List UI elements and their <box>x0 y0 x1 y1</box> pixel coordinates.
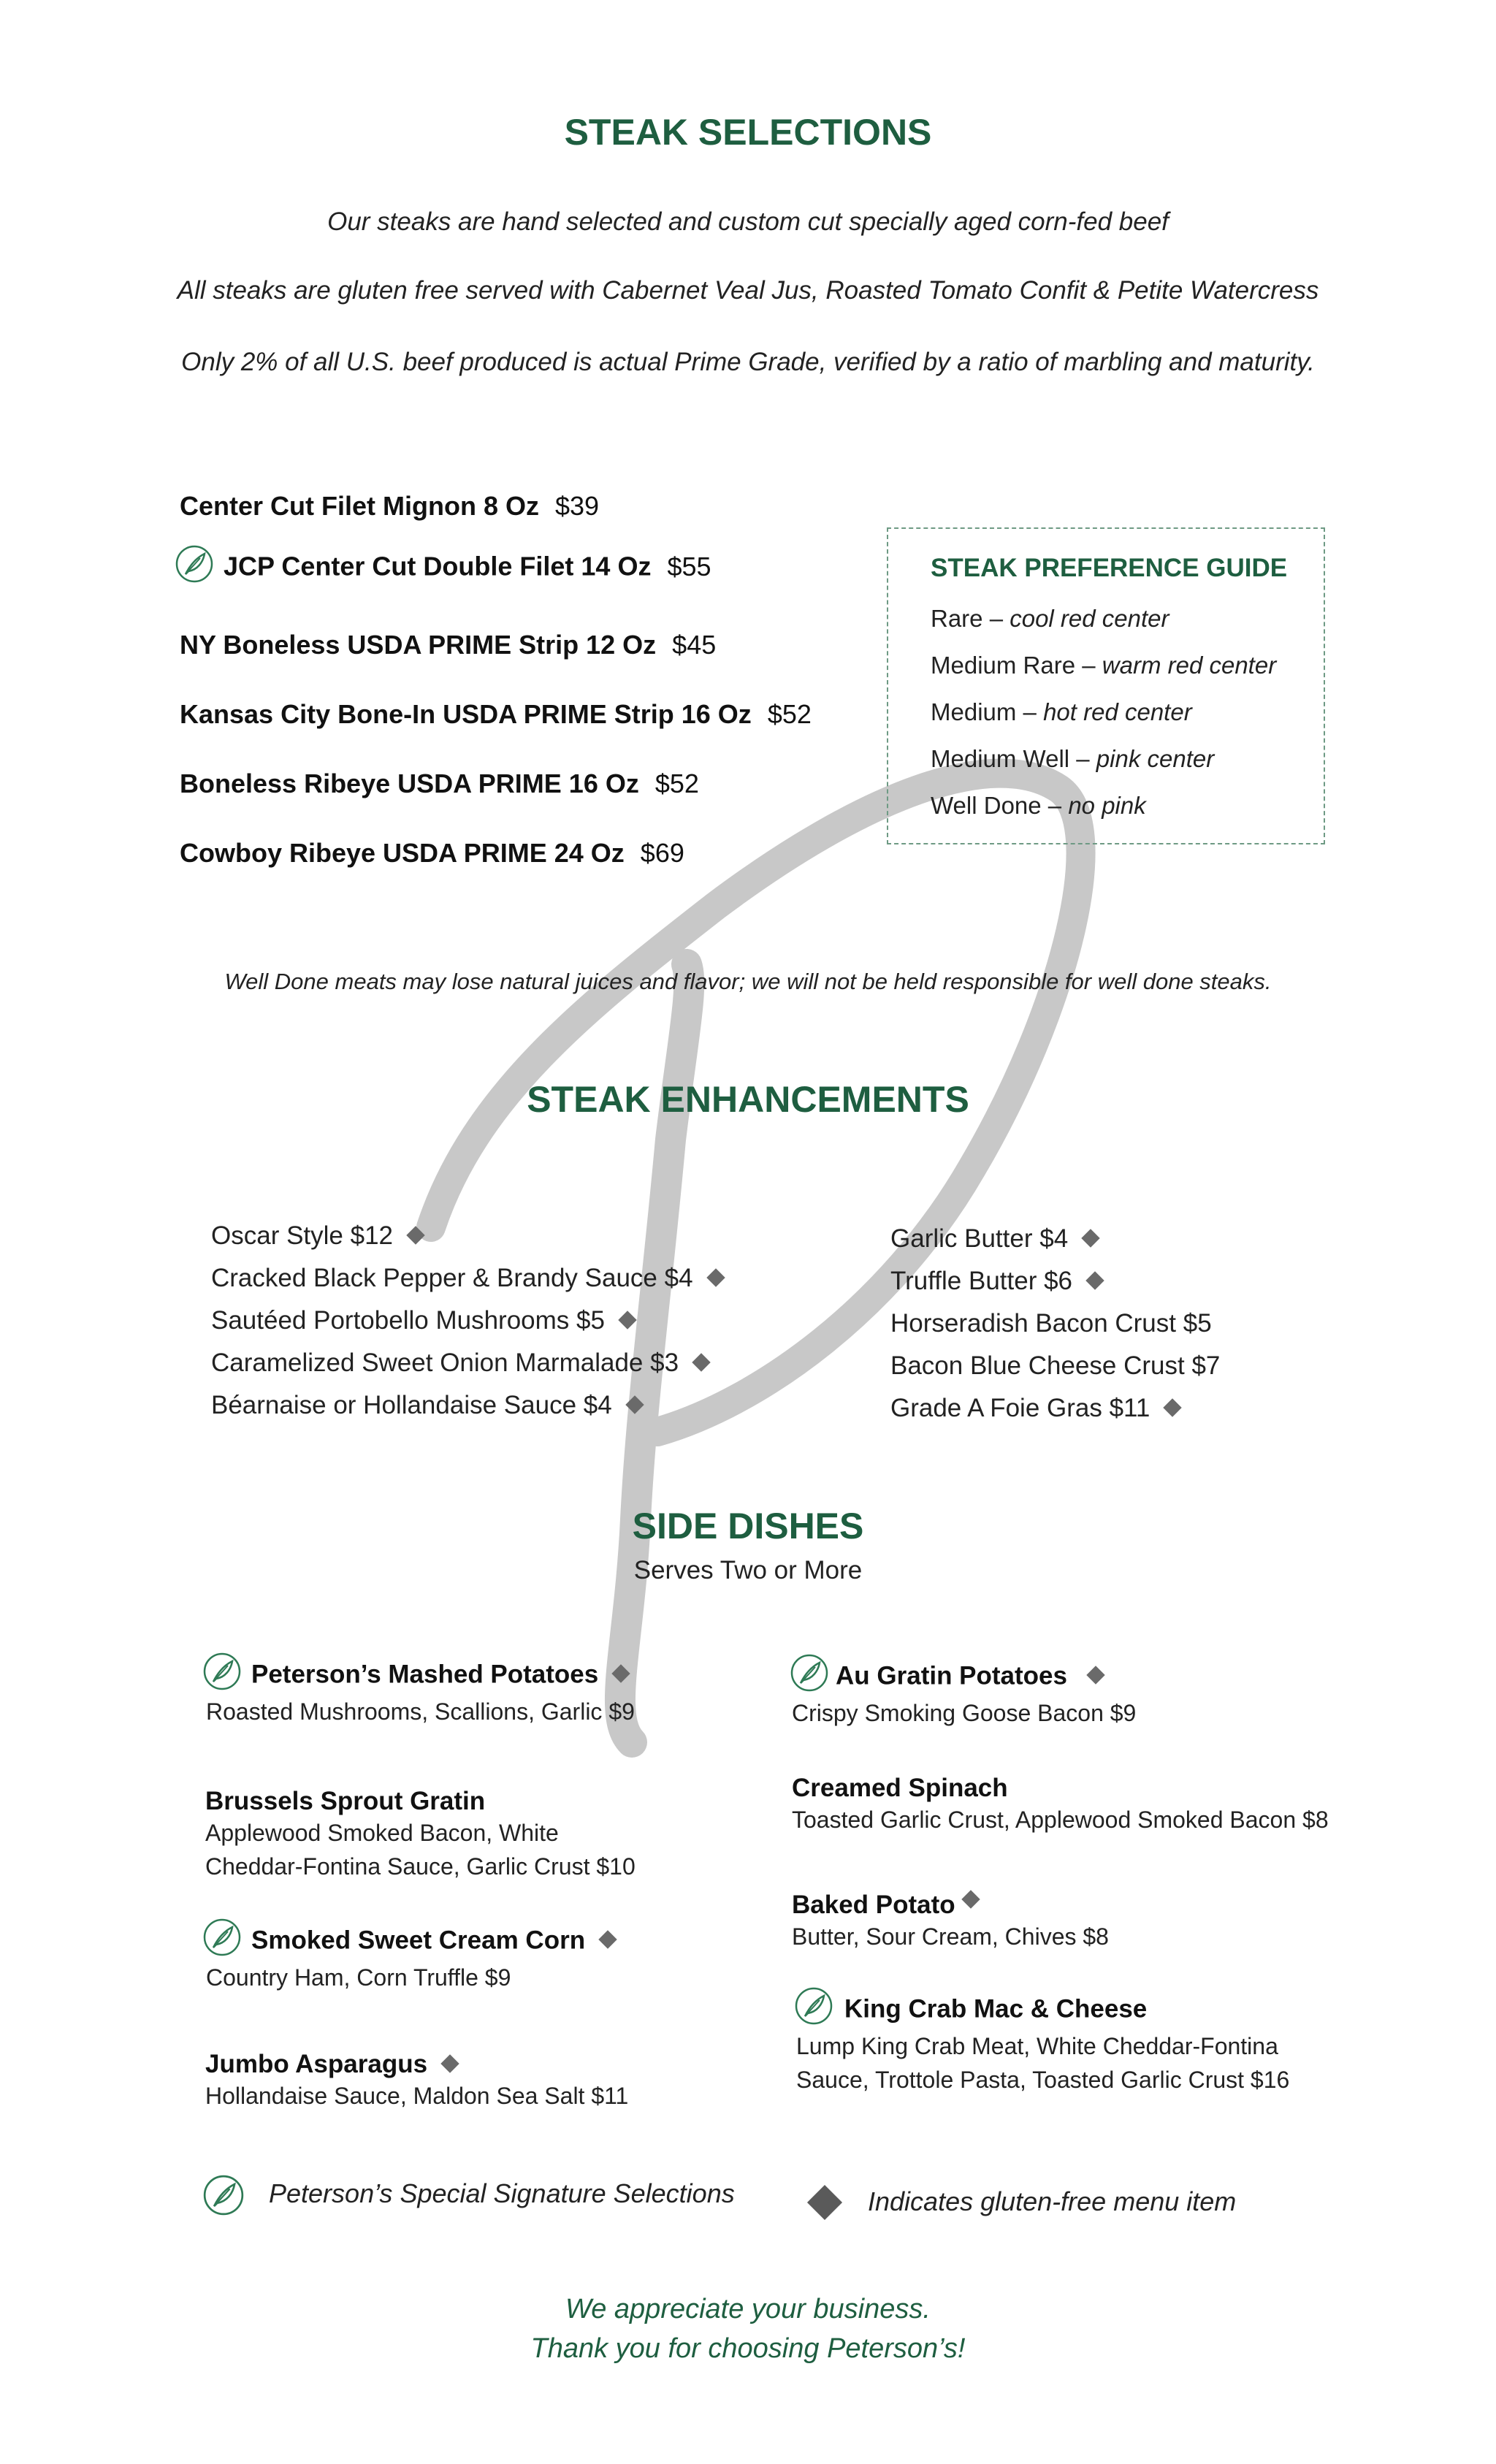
legend-signature <box>203 2178 735 2220</box>
footer-line-1: We appreciate your business. <box>565 2294 931 2324</box>
steak-name: Kansas City Bone-In USDA PRIME Strip 16 Oz <box>180 699 752 729</box>
diamond-icon <box>625 1395 644 1414</box>
enhancement-text: Garlic Butter $4 <box>890 1224 1069 1253</box>
diamond-icon <box>598 1930 617 1948</box>
side-item <box>203 1923 614 1994</box>
steak-price: $52 <box>767 699 812 729</box>
steak-name: Cowboy Ribeye USDA PRIME 24 Oz <box>180 838 625 868</box>
guide-desc: warm red center <box>1102 652 1277 679</box>
diamond-icon <box>1085 1271 1104 1289</box>
enhancement-item <box>890 1394 1179 1423</box>
steak-name: JCP Center Cut Double Filet 14 Oz <box>224 551 652 581</box>
steak-item <box>180 491 599 522</box>
steak-name: NY Boneless USDA PRIME Strip 12 Oz <box>180 630 657 660</box>
enhancement-text: Truffle Butter $6 <box>890 1267 1073 1295</box>
leaf-icon <box>790 1654 828 1692</box>
steak-price: $52 <box>654 768 699 798</box>
side-name-row <box>203 1923 614 1961</box>
side-item <box>205 2050 628 2113</box>
enhancement-item <box>890 1267 1102 1296</box>
steak-price: $39 <box>555 491 600 521</box>
guide-level: Medium Well – <box>931 745 1096 772</box>
side-name: Peterson’s Mashed Potatoes <box>251 1660 599 1689</box>
guide-level: Medium – <box>931 698 1044 725</box>
guide-title: STEAK PREFERENCE GUIDE <box>931 554 1288 582</box>
diamond-icon <box>1086 1666 1104 1684</box>
guide-desc: cool red center <box>1010 605 1169 632</box>
side-name-row <box>203 1657 635 1695</box>
legend-signature-text: Peterson’s Special Signature Selections <box>269 2178 735 2208</box>
guide-row <box>931 792 1146 820</box>
diamond-icon <box>1164 1398 1182 1416</box>
side-desc: Lump King Crab Meat, White Cheddar-Fontina <box>796 2033 1278 2059</box>
diamond-icon <box>706 1268 725 1286</box>
steak-preference-guide <box>887 527 1325 844</box>
side-dishes-subtitle: Serves Two or More <box>633 1556 863 1584</box>
side-name: Creamed Spinach <box>792 1774 1008 1802</box>
enhancement-text: Bacon Blue Cheese Crust $7 <box>890 1351 1221 1380</box>
enhancement-item <box>211 1221 422 1251</box>
well-done-note: Well Done meats may lose natural juices and flavor; we will not be held responsible for well done steaks. <box>224 969 1272 994</box>
side-name-row <box>205 2050 628 2079</box>
diamond-icon <box>961 1890 980 1908</box>
legend-gluten-free-text: Indicates gluten-free menu item <box>868 2186 1237 2216</box>
diamond-icon <box>440 2054 459 2072</box>
side-name-row <box>795 1991 1289 2029</box>
enhancement-text: Cracked Black Pepper & Brandy Sauce $4 <box>211 1264 693 1292</box>
side-desc: Hollandaise Sauce, Maldon Sea Salt $11 <box>205 2083 629 2109</box>
guide-row <box>931 698 1192 726</box>
steak-item <box>175 549 711 587</box>
guide-desc: pink center <box>1096 745 1215 772</box>
side-name: Au Gratin Potatoes <box>836 1661 1067 1690</box>
guide-level: Well Done – <box>931 792 1069 819</box>
leaf-icon <box>203 1652 241 1690</box>
enhancement-item <box>211 1264 722 1293</box>
diamond-icon <box>618 1311 636 1329</box>
steak-item <box>180 699 812 730</box>
side-desc: Butter, Sour Cream, Chives $8 <box>792 1923 1109 1950</box>
guide-row <box>931 605 1169 633</box>
enhancement-item <box>211 1391 641 1420</box>
leaf-icon <box>203 1918 241 1956</box>
intro-line-1: Our steaks are hand selected and custom cut specially aged corn-fed beef <box>327 207 1169 236</box>
side-name: Baked Potato <box>792 1891 955 1919</box>
side-item <box>792 1774 1329 1836</box>
side-name: Brussels Sprout Gratin <box>205 1787 486 1815</box>
enhancement-item <box>211 1349 708 1378</box>
steak-item <box>180 838 684 869</box>
side-name: King Crab Mac & Cheese <box>844 1994 1148 2024</box>
side-desc: Sauce, Trottole Pasta, Toasted Garlic Crust $16 <box>796 2067 1290 2093</box>
leaf-icon <box>175 545 213 583</box>
side-name: Jumbo Asparagus <box>205 2050 428 2078</box>
enhancement-text: Caramelized Sweet Onion Marmalade $3 <box>211 1349 679 1377</box>
intro-line-2: All steaks are gluten free served with Cabernet Veal Jus, Roasted Tomato Confit & Petite Watercress <box>177 276 1319 305</box>
side-desc: Crispy Smoking Goose Bacon $9 <box>792 1700 1137 1726</box>
enhancement-item <box>890 1351 1220 1381</box>
enhancement-item <box>890 1309 1212 1338</box>
side-name: Smoked Sweet Cream Corn <box>251 1926 586 1955</box>
enhancement-item <box>890 1224 1097 1254</box>
guide-desc: hot red center <box>1043 698 1192 725</box>
steak-item <box>180 768 699 799</box>
side-item <box>790 1658 1136 1730</box>
side-item <box>792 1891 1109 1953</box>
side-desc: Applewood Smoked Bacon, White <box>205 1820 559 1846</box>
steak-selections-title: STEAK SELECTIONS <box>564 112 932 153</box>
intro-line-3: Only 2% of all U.S. beef produced is actual Prime Grade, verified by a ratio of marbling and maturity. <box>181 348 1315 376</box>
footer-line-2: Thank you for choosing Peterson’s! <box>530 2333 966 2364</box>
guide-row <box>931 745 1214 773</box>
side-desc: Toasted Garlic Crust, Applewood Smoked Bacon $8 <box>792 1807 1329 1833</box>
side-desc: Cheddar-Fontina Sauce, Garlic Crust $10 <box>205 1853 636 1880</box>
steak-name: Boneless Ribeye USDA PRIME 16 Oz <box>180 768 639 798</box>
enhancement-text: Grade A Foie Gras $11 <box>890 1394 1150 1422</box>
guide-level: Medium Rare – <box>931 652 1102 679</box>
side-name-row <box>792 1891 1109 1920</box>
leaf-icon <box>795 1987 833 2025</box>
diamond-icon <box>612 1664 630 1682</box>
leaf-icon <box>203 2175 244 2216</box>
enhancement-item <box>211 1306 634 1335</box>
diamond-icon <box>406 1226 424 1244</box>
enhancements-title: STEAK ENHANCEMENTS <box>527 1079 969 1120</box>
side-item <box>203 1657 635 1728</box>
diamond-icon <box>1081 1229 1099 1247</box>
enhancement-text: Sautéed Portobello Mushrooms $5 <box>211 1306 605 1335</box>
guide-row <box>931 652 1276 679</box>
enhancement-text: Oscar Style $12 <box>211 1221 393 1250</box>
steak-price: $55 <box>667 551 711 581</box>
diamond-icon <box>692 1353 710 1371</box>
steak-price: $45 <box>672 630 717 660</box>
steak-item <box>180 630 716 660</box>
guide-desc: no pink <box>1068 792 1146 819</box>
side-desc: Roasted Mushrooms, Scallions, Garlic $9 <box>206 1698 635 1725</box>
steak-name: Center Cut Filet Mignon 8 Oz <box>180 491 539 521</box>
side-desc: Country Ham, Corn Truffle $9 <box>206 1964 511 1991</box>
side-item <box>795 1991 1289 2097</box>
side-item <box>205 1787 636 1883</box>
enhancement-text: Horseradish Bacon Crust $5 <box>890 1309 1212 1338</box>
steak-price: $69 <box>640 838 684 868</box>
guide-level: Rare – <box>931 605 1010 632</box>
enhancement-text: Béarnaise or Hollandaise Sauce $4 <box>211 1391 612 1419</box>
side-dishes-title: SIDE DISHES <box>632 1506 864 1546</box>
side-name-row <box>790 1658 1136 1696</box>
